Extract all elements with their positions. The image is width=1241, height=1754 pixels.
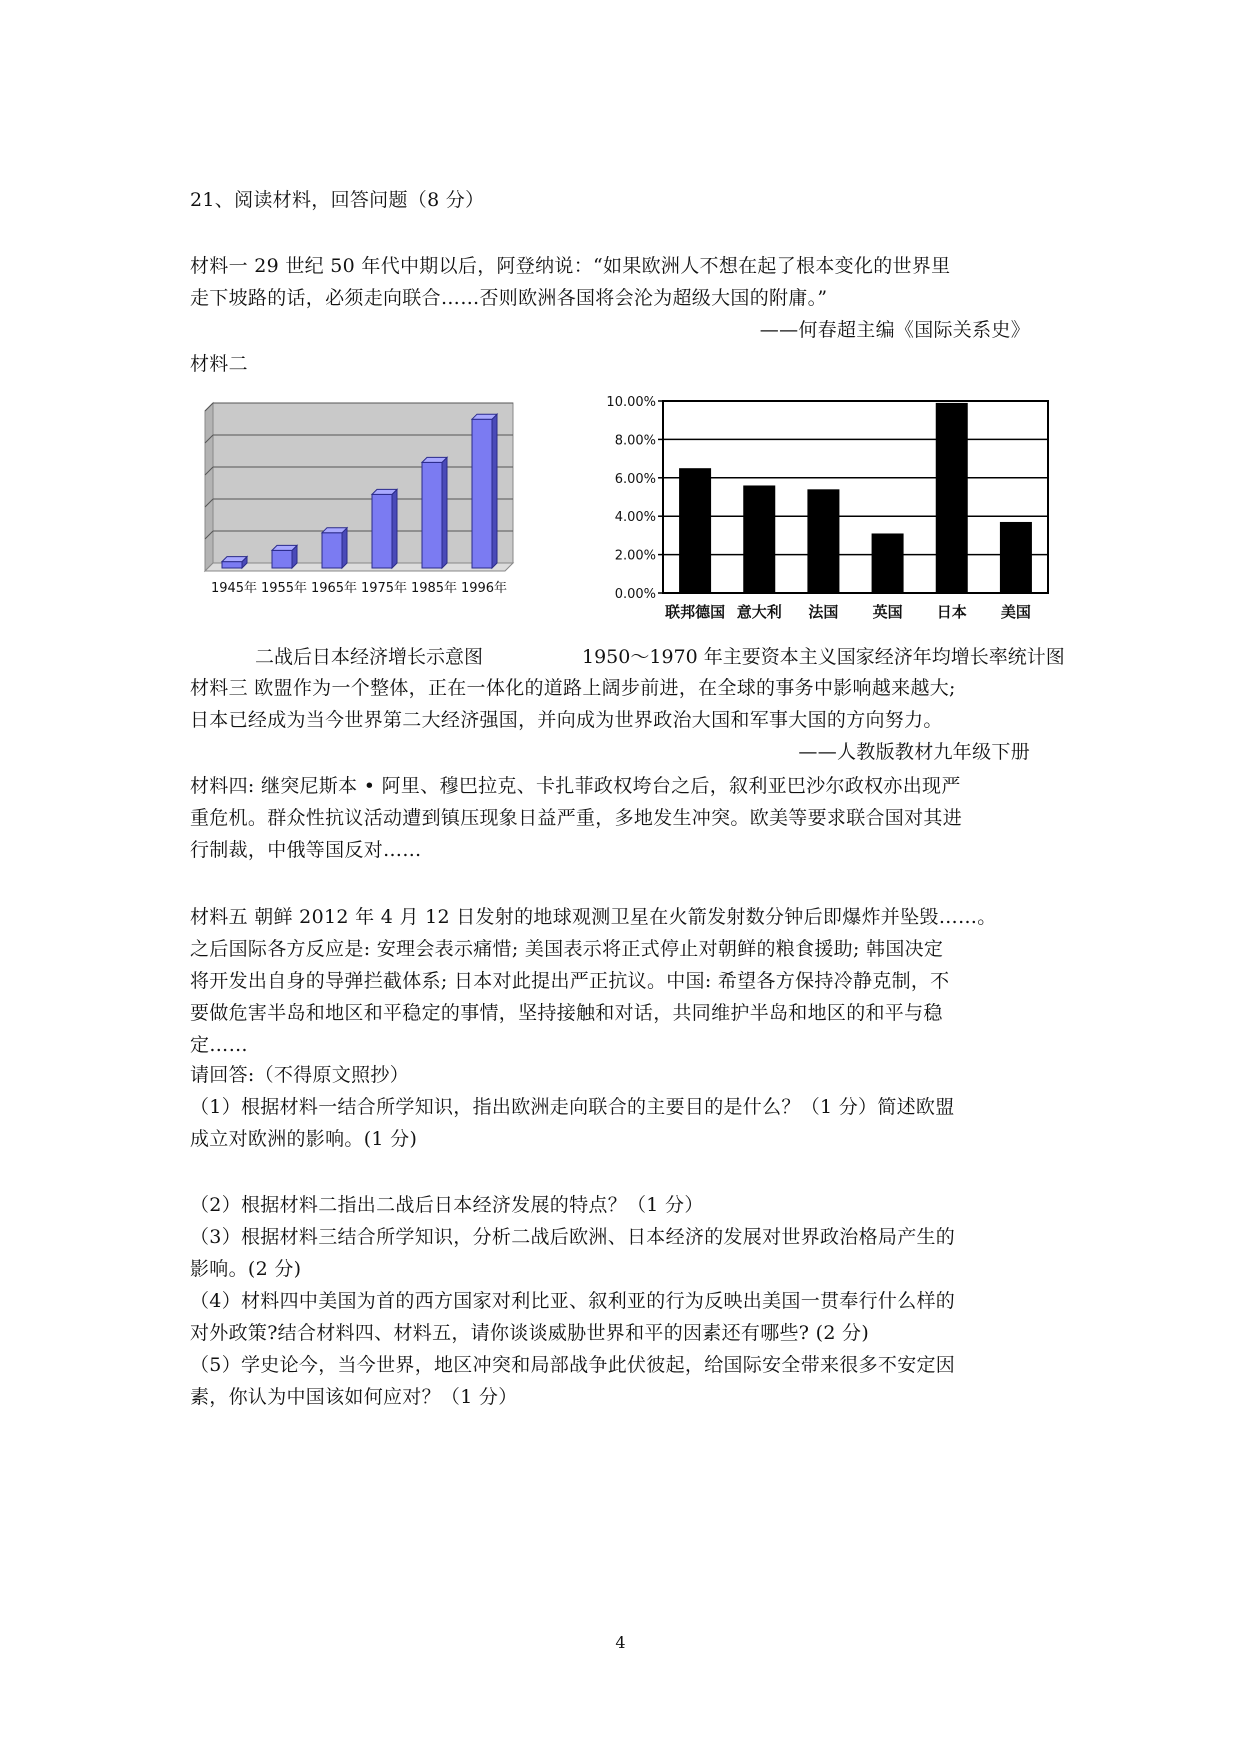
bar — [322, 528, 347, 568]
bar — [222, 557, 247, 568]
bar — [422, 457, 447, 568]
material1-source: ——何春超主编《国际关系史》 — [759, 319, 1030, 341]
question5-line1: （5）学史论今，当今世界，地区冲突和局部战争此伏彼起，给国际安全带来很多不安定因 — [190, 1354, 956, 1376]
material5-line4: 要做危害半岛和地区和平稳定的事情，坚持接触和对话，共同维护半岛和地区的和平与稳 — [190, 1002, 943, 1024]
question2: （2）根据材料二指出二战后日本经济发展的特点？（1 分） — [190, 1194, 704, 1216]
bar-front — [422, 462, 442, 568]
material5-line5: 定…… — [190, 1034, 248, 1056]
x-tick-label: 1965年 — [310, 581, 358, 596]
plot-side-wall — [205, 403, 213, 571]
question4-line2: 对外政策?结合材料四、材料五，请你谈谈威胁世界和平的因素还有哪些? (2 分) — [190, 1322, 870, 1344]
x-tick-label: 1945年 — [210, 581, 258, 596]
bar-front — [472, 419, 492, 568]
bar-front — [322, 533, 342, 568]
bar — [743, 485, 775, 593]
bar-top — [272, 545, 297, 550]
bar-top — [322, 528, 347, 533]
material4-line2: 重危机。群众性抗议活动遭到镇压现象日益严重，多地发生冲突。欧美等要求联合国对其进 — [190, 807, 963, 829]
x-tick-label: 1975年 — [360, 581, 408, 596]
bar — [936, 403, 968, 593]
material3-line1: 材料三 欧盟作为一个整体，正在一体化的道路上阔步前进，在全球的事务中影响越来越大; — [190, 677, 956, 699]
y-tick-label: 2.00% — [614, 548, 656, 564]
bar-front — [272, 550, 292, 568]
y-tick-label: 10.00% — [606, 395, 656, 410]
x-tick-label: 1996年 — [460, 581, 508, 596]
bar-top — [372, 489, 397, 494]
material3-line2: 日本已经成为当今世界第二大经济强国，并向成为世界政治大国和军事大国的方向努力。 — [190, 709, 943, 731]
y-tick-label: 0.00% — [614, 587, 656, 602]
growth-rate-chart — [595, 393, 1055, 628]
x-tick-label: 1985年 — [410, 581, 458, 596]
bar-top — [472, 414, 497, 419]
plot-back-wall — [213, 403, 513, 563]
bar-side — [392, 489, 397, 568]
material1-line1: 材料一 29 世纪 50 年代中期以后，阿登纳说：“如果欧洲人不想在起了根本变化的世界里 — [190, 255, 951, 277]
x-tick-label: 联邦德国 — [665, 603, 726, 621]
material2-label: 材料二 — [190, 353, 248, 375]
bar-side — [442, 457, 447, 568]
question-title: 21、阅读材料，回答问题（8 分） — [190, 189, 485, 211]
bar-front — [372, 494, 392, 568]
bar — [872, 533, 904, 593]
material3-source: ——人教版教材九年级下册 — [798, 741, 1030, 763]
question5-line2: 素，你认为中国该如何应对？（1 分） — [190, 1386, 518, 1408]
bar-top — [422, 457, 447, 462]
bar — [807, 489, 839, 593]
material4-line3: 行制裁，中俄等国反对…… — [190, 839, 422, 861]
plot-area — [663, 401, 1048, 593]
x-tick-label: 1955年 — [260, 581, 308, 596]
bar — [372, 489, 397, 568]
question4-line1: （4）材料四中美国为首的西方国家对利比亚、叙利亚的行为反映出美国一贯奉行什么样的 — [190, 1290, 956, 1312]
answer-prompt: 请回答:（不得原文照抄） — [190, 1064, 410, 1086]
y-tick-label: 4.00% — [614, 510, 656, 526]
chart2-caption: 1950～1970 年主要资本主义国家经济年均增长率统计图 — [582, 646, 1065, 668]
page-number: 4 — [615, 1633, 626, 1652]
x-tick-label: 美国 — [1000, 603, 1031, 621]
question1-line2: 成立对欧洲的影响。(1 分) — [190, 1128, 418, 1150]
material4-line1: 材料四: 继突尼斯本 • 阿里、穆巴拉克、卡扎菲政权垮台之后，叙利亚巴沙尔政权亦出现严 — [190, 775, 961, 797]
x-tick-label: 英国 — [872, 603, 903, 621]
question3-line2: 影响。(2 分) — [190, 1258, 302, 1280]
y-tick-label: 6.00% — [614, 471, 656, 487]
x-tick-label: 法国 — [808, 603, 839, 621]
question3-line1: （3）根据材料三结合所学知识，分析二战后欧洲、日本经济的发展对世界政治格局产生的 — [190, 1226, 956, 1248]
y-tick-label: 8.00% — [614, 433, 656, 449]
material5-line1: 材料五 朝鲜 2012 年 4 月 12 日发射的地球观测卫星在火箭发射数分钟后即爆炸并坠毁……。 — [190, 906, 997, 928]
bar — [1000, 522, 1032, 593]
bar — [472, 414, 497, 568]
bar-side — [342, 528, 347, 568]
chart1-caption: 二战后日本经济增长示意图 — [255, 646, 484, 668]
bar-side — [492, 414, 497, 568]
japan-growth-chart — [195, 393, 575, 628]
material1-line2: 走下坡路的话，必须走向联合……否则欧洲各国将会沦为超级大国的附庸。” — [190, 287, 828, 309]
x-tick-label: 日本 — [936, 603, 967, 621]
material5-line2: 之后国际各方反应是: 安理会表示痛惜; 美国表示将正式停止对朝鲜的粮食援助; 韩国决定 — [190, 938, 944, 960]
bar-top — [222, 557, 247, 562]
question1-line1: （1）根据材料一结合所学知识，指出欧洲走向联合的主要目的是什么？（1 分）简述欧盟 — [190, 1096, 955, 1118]
x-tick-label: 意大利 — [736, 603, 782, 621]
bar — [679, 468, 711, 593]
material5-line3: 将开发出自身的导弹拦截体系; 日本对此提出严正抗议。中国: 希望各方保持冷静克制，不 — [190, 970, 950, 992]
bar-front — [222, 562, 242, 568]
bar — [272, 545, 297, 568]
plot-floor — [205, 563, 513, 571]
